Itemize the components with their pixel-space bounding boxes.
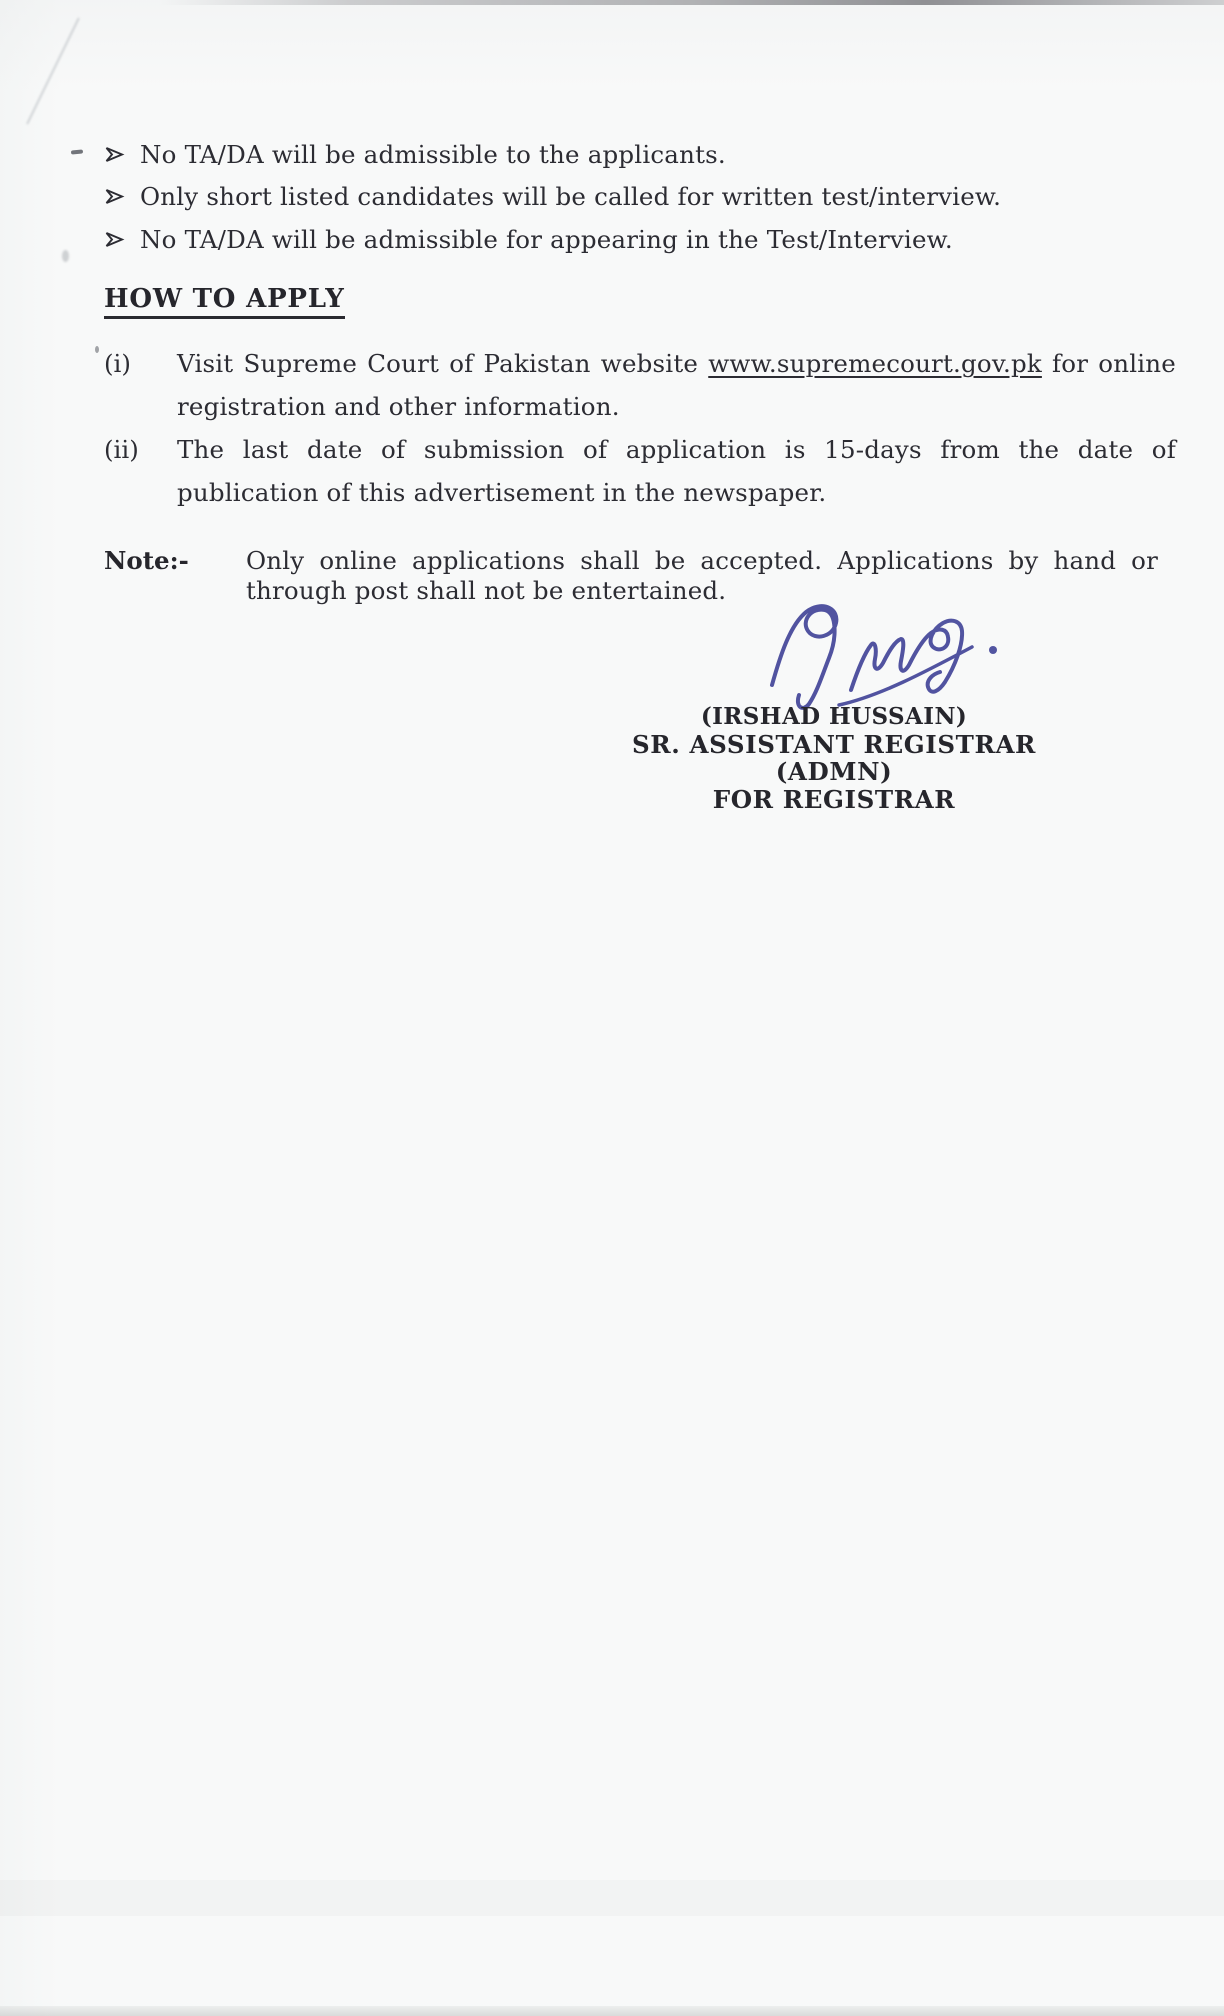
signatory-authority: FOR REGISTRAR (712, 784, 956, 814)
signatory-name: (IRSHAD HUSSAIN) (700, 703, 968, 730)
bullet-list (104, 133, 1164, 261)
instruction-item-ii (104, 428, 1176, 514)
instruction-text-after-link: for online registration and other information. (177, 349, 1176, 421)
how-to-apply-heading-text: HOW TO APPLY (104, 284, 345, 319)
note-label: Note:- (104, 546, 189, 575)
signature-ink-dot (989, 646, 997, 654)
supreme-court-url-link[interactable]: www.supremecourt.gov.pk (708, 349, 1042, 378)
bullet-text: No TA/DA will be admissible for appearing in the Test/Interview. (140, 224, 953, 254)
signatory-block (605, 703, 1063, 813)
arrowhead-right-bullet-icon (104, 188, 140, 205)
scan-bottom-band (0, 1880, 1224, 1916)
signatory-title: SR. ASSISTANT REGISTRAR (ADMN) (631, 729, 1037, 786)
bullet-text: Only short listed candidates will be called for written test/interview. (140, 182, 1002, 212)
instruction-label: (ii) (104, 435, 139, 464)
scan-top-edge-shadow (160, 0, 1224, 5)
numbered-instruction-list (104, 342, 1176, 514)
arrowhead-right-bullet-icon (104, 231, 140, 248)
stray-pen-mark (71, 149, 83, 154)
scan-crease-mark (26, 18, 80, 125)
bullet-text: No TA/DA will be admissible to the applicants. (140, 139, 726, 169)
instruction-item-i (104, 342, 1176, 428)
scan-bottom-edge (0, 2006, 1224, 2016)
instruction-text: The last date of submission of application is 15-days from the date of publication of this advertisement in the newspaper. (177, 435, 1176, 507)
instruction-text-before-link: Visit Supreme Court of Pakistan website (177, 349, 709, 378)
how-to-apply-heading (104, 284, 345, 319)
instruction-label: (i) (104, 349, 131, 378)
note-text: Only online applications shall be accepted. Applications by hand or through post shall not be entertained. (246, 546, 1158, 605)
scan-dot-artifact (95, 346, 99, 353)
arrowhead-right-bullet-icon (104, 146, 140, 163)
bullet-item (104, 176, 1164, 219)
bullet-item (104, 218, 1164, 261)
bullet-item (104, 133, 1164, 176)
instruction-text (177, 342, 1176, 428)
scan-speck (62, 250, 69, 262)
